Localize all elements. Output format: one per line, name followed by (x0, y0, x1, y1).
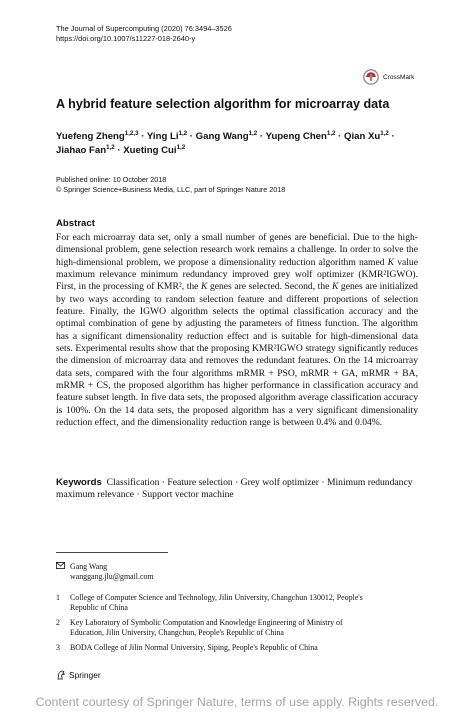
copyright-notice: © Springer Science+Business Media, LLC, part of Springer Nature 2018 (56, 184, 286, 194)
author-name: Gang Wang$^{1,2}$ (195, 130, 258, 142)
doi-link[interactable]: https://doi.org/10.1007/s11227-018-2640-y (56, 33, 196, 43)
published-date: Published online: 10 October 2018 (56, 175, 167, 184)
affiliation-number: 2 (56, 618, 60, 627)
affiliation-3 (56, 643, 370, 653)
crossmark-label: CrossMark (383, 73, 415, 81)
corresponding-author-email[interactable]: wanggang.jlu@gmail.com (70, 572, 154, 582)
springer-horse-icon (56, 670, 66, 680)
paper-title: A hybrid feature selection algorithm for microarray data (56, 97, 390, 111)
journal-header (56, 24, 232, 43)
affiliation-text: College of Computer Science and Technology, Jilin University, Changchun 130012, People's Republic of China (70, 593, 363, 613)
journal-citation: The Journal of Supercomputing (2020) 76:3494–3526 (56, 24, 232, 33)
keywords (56, 477, 418, 502)
affiliation-2 (56, 618, 370, 638)
affiliation-text: Key Laboratory of Symbolic Computation and Knowledge Engineering of Ministry of Education, Jilin University, Changchun, People's Republic of China (70, 618, 343, 638)
publisher-name: Springer (69, 670, 101, 680)
author-name: Ying Li$^{1,2}$ (146, 130, 188, 142)
affiliation-number: 3 (56, 643, 60, 652)
crossmark-icon (363, 69, 379, 85)
publication-info (56, 175, 285, 194)
keywords-label: Keywords (56, 477, 102, 488)
author-name: Yuefeng Zheng$^{1,2,3}$ (56, 130, 139, 142)
envelope-icon (56, 562, 65, 572)
correspondence (56, 562, 370, 582)
abstract-heading: Abstract (56, 218, 95, 229)
affiliation-text: BODA College of Jilin Normal University, Siping, People's Republic of China (70, 643, 318, 652)
author-list: Yuefeng Zheng$^{1,2,3}$ · Ying Li$^{1,2}$ · Gang Wang$^{1,2}$ · Yupeng Chen$^{1,2}$ · Qian Xu$^{1,2}$ · Jiahao Fan$^{1,2}$ · Xueting Cui$^{1,2}$ (56, 130, 395, 156)
crossmark-badge[interactable] (363, 69, 414, 85)
corresponding-author-name: Gang Wang (70, 562, 108, 571)
author-name: Xueting Cui$^{1,2}$ (123, 144, 186, 156)
author-name: Qian Xu$^{1,2}$ (344, 130, 389, 142)
affiliation-number: 1 (56, 593, 60, 602)
abstract-text: For each microarray data set, only a small number of genes are beneficial. Due to the high-dimensional problem, gene selection research work remains a challenge. In order to solve the high-dimensional problem, we propose a dimensionality reduction algorithm named K value maximum relevance minimum redundancy improved grey wolf optimizer (KMR²IGWO). First, in the processing of KMR², the K genes are selected. Second, the K genes are initialized by two ways according to random selection feature and different proportions of selection feature. Finally, the IGWO algorithm selects the optimal classification accuracy and the optimal combination of gene by adjusting the parameters of fitness function. The algorithm has a significant dimensionality reduction effect and is suitable for high-dimensional data sets. Experimental results show that the proposing KMR²IGWO strategy significantly reduces the dimension of microarray data and removes the redundant features. On the 14 microarray data sets, compared with the four algorithms mRMR + PSO, mRMR + GA, mRMR + BA, mRMR + CS, the proposed algorithm has higher performance in classification accuracy and feature subset length. In five data sets, the proposed algorithm average classification accuracy is 100%. On the 14 data sets, the proposed algorithm has a very significant dimensionality reduction effect, and the dimensionality reduction range is between 0.4% and 0.04%. (56, 232, 418, 429)
courtesy-notice: Content courtesy of Springer Nature, terms of use apply. Rights reserved. (35, 695, 439, 709)
author-name: Jiahao Fan$^{1,2}$ (56, 144, 115, 156)
author-name: Yupeng Chen$^{1,2}$ (265, 130, 336, 142)
footnote-divider (56, 552, 168, 553)
publisher-logo (56, 670, 101, 680)
keywords-list: Classification · Feature selection · Grey wolf optimizer · Minimum redundancy maximum relevance · Support vector machine (56, 477, 413, 501)
affiliation-1 (56, 593, 370, 613)
